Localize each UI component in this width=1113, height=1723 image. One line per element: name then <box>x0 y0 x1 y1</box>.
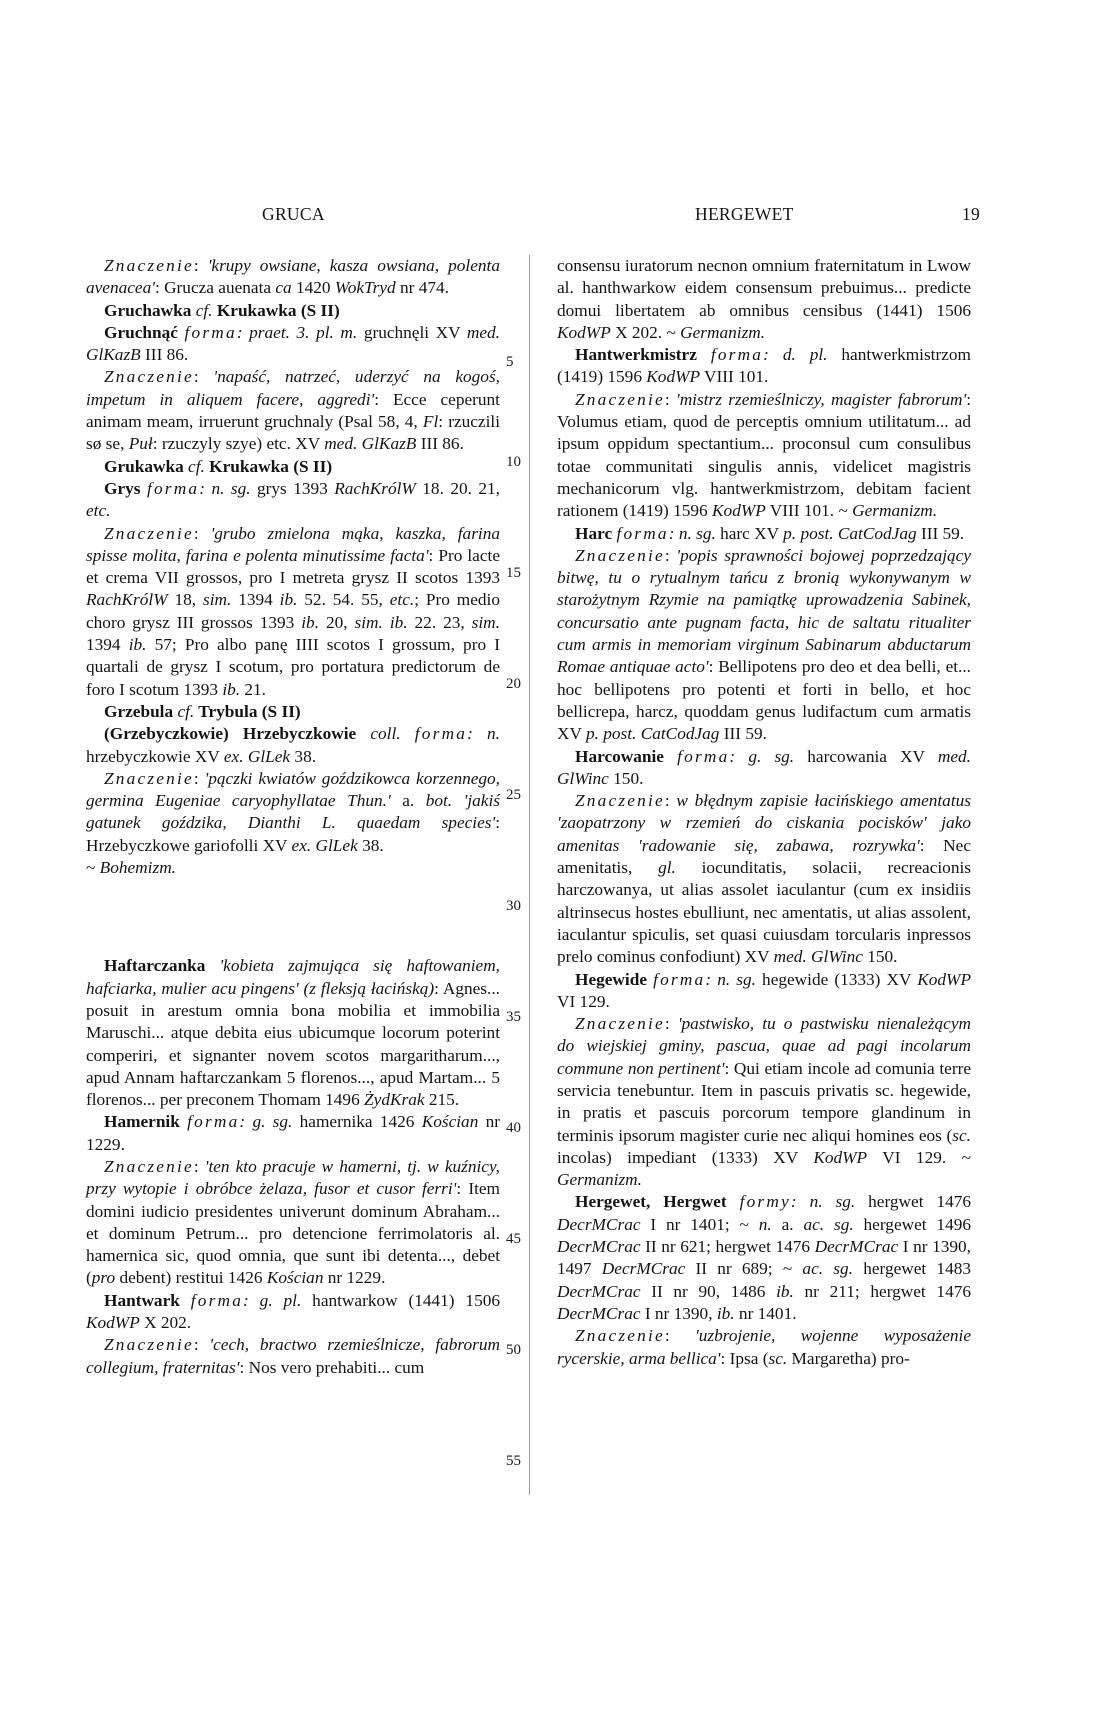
left-column <box>86 255 500 1379</box>
line-number: 50 <box>506 1342 521 1358</box>
line-number: 40 <box>506 1120 521 1136</box>
line-number: 25 <box>506 787 521 803</box>
meaning-paragraph: Znaczenie: 'krupy owsiane, kasza owsiana, polenta avenacea': Grucza auenata ca 1420 WokTryd nr 474. <box>86 256 500 298</box>
entry-harc: Harc forma: n. sg. harc XV p. post. CatCodJag III 59. <box>575 523 965 543</box>
entry-hrzebyczkowie: (Grzebyczkowie) Hrzebyczkowie coll. forma: n. hrzebyczkowie XV ex. GlLek 38. <box>86 724 500 766</box>
line-number: 5 <box>506 354 514 370</box>
running-head-left: GRUCA <box>262 204 325 224</box>
meaning-paragraph: Znaczenie: 'uzbrojenie, wojenne wyposażenie rycerskie, arma bellica': Ipsa (sc. Margaretha) pro- <box>557 1326 971 1368</box>
entry-hegewide: Hegewide forma: n. sg. hegewide (1333) XV KodWP VI 129. <box>557 969 972 1011</box>
entry-harcowanie: Harcowanie forma: g. sg. harcowania XV med. GlWinc 150. <box>557 746 972 788</box>
running-head-center: HERGEWET <box>695 204 794 224</box>
line-number: 30 <box>506 898 521 914</box>
entry-hergewet: Hergewet, Hergwet formy: n. sg. hergwet 1476 DecrMCrac I nr 1401; ~ n. a. ac. sg. hergewet 1496 DecrMCrac II nr 621; hergwet 1476 DecrMCrac I nr 1390, 1497 DecrMCrac II nr 689; ~ ac. sg. hergewet 1483 DecrMCrac II nr 90, 1486 ib. nr 211; hergwet 1476 DecrMCrac I nr 1390, ib. nr 1401. <box>557 1192 972 1323</box>
tilde-symbol: ~ <box>666 322 676 342</box>
right-column <box>557 255 971 1370</box>
entry-hantwerkmistrz: Hantwerkmistrz forma: d. pl. hantwerkmistrzom (1419) 1596 KodWP VIII 101. <box>557 345 971 387</box>
line-number: 35 <box>506 1009 521 1025</box>
bohemizm-note: ~ Bohemizm. <box>86 858 176 878</box>
column-divider <box>529 255 530 1495</box>
entry-gruchawka: Gruchawka cf. Krukawka (S II) <box>104 300 340 320</box>
line-number: 15 <box>506 565 521 581</box>
tilde-symbol: ~ <box>838 501 848 521</box>
meaning-paragraph: Znaczenie: 'ten kto pracuje w hamerni, tj. w kuźnicy, przy wytopie i obróbce żelaza, fusor et cusor ferri': Item domini iudicio presidentes univerunt dominum Abraham... et dominum Petrum... pro detencione ferrimolatoris al. hamernica sic, quod omnia, que sunt ibi detenta..., debet (pro debent) restitui 1426 Kościan nr 1229. <box>86 1156 501 1288</box>
tilde-symbol: ~ <box>961 1147 971 1167</box>
meaning-paragraph: Znaczenie: 'pączki kwiatów goździkowca korzennego, germina Eugeniae caryophyllatae Thun.' a. bot. 'jakiś gatunek goździka, Dianthi L. quaedam species': Hrzebyczkowe gariofolli XV ex. GlLek 38. <box>86 768 501 855</box>
meaning-paragraph: Znaczenie: 'napaść, natrzeć, uderzyć na kogoś, impetum in aliquem facere, aggredi': Ecce ceperunt animam meam, irruerunt gruchnaly (Psal 58, 4, Fl: rzuczili sø se, Puł: rzuczyly szye) etc. XV med. GlKazB III 86. <box>86 367 501 454</box>
meaning-paragraph: Znaczenie: 'mistrz rzemieślniczy, magister fabrorum': Volumus etiam, quod de perceptis omnium utilitatum... ad ipsum oppidum spectantium... proconsul cum consulibus totae communitati singulis annis, videlicet magistris mechanicorum vlg. hantwerkmistrzom, debitam facient rationem (1419) 1596 KodWP VIII 101. ~ Germanizm. <box>557 389 971 521</box>
line-number: 10 <box>506 454 521 470</box>
entry-gruchnac: Gruchnąć forma: praet. 3. pl. m. gruchnęli XV med. GlKazB III 86. <box>86 322 501 365</box>
entry-grukawka: Grukawka cf. Krukawka (S II) <box>104 456 333 476</box>
meaning-paragraph: Znaczenie: 'grubo zmielona mąka, kaszka, farina spisse molita, farina e polenta minutissime facta': Pro lacte et crema VII grossos, pro I metreta grysz II scotos 1393 RachKrólW 18, sim. 1394 ib. 52. 54. 55, etc.; Pro medio choro grysz III grossos 1393 ib. 20, sim. ib. 22. 23, sim. 1394 ib. 57; Pro albo panę IIII scotos I grossum, pro I quartali de grysz I scotum, pro portatura predictorum de foro I scotum 1393 ib. 21. <box>86 523 501 699</box>
line-number: 55 <box>506 1453 521 1469</box>
tilde-symbol: ~ <box>86 858 96 878</box>
section-gap <box>86 879 500 955</box>
continuation-paragraph: consensu iuratorum necnon omnium fraternitatum in Lwow al. hanthwarkow eidem consensum prebuimus... predicte domui libertatem ab omnibus censibus (1441) 1506 KodWP X 202. ~ Germanizm. <box>557 256 971 342</box>
tilde-symbol: ~ <box>782 1259 793 1279</box>
entry-grzebula: Grzebula cf. Trybula (S II) <box>104 701 301 721</box>
meaning-paragraph: Znaczenie: 'pastwisko, tu o pastwisku nienależącym do wiejskiej gminy, pascua, quae ad pagi incolarum commune non pertinent': Qui etiam incole ad comunia terre servicia tenebuntur. Item in pascuis privatis sc. hegewide, in pratis et pascuis porcorum tempore glandinum in terminis ipsorum magister curie nec aliqui homines eos (sc. incolas) impediant (1333) XV KodWP VI 129. ~ Germanizm. <box>557 1014 971 1190</box>
meaning-paragraph: Znaczenie: 'popis sprawności bojowej poprzedzający bitwę, tu o rytualnym tańcu z bronią wykonywanym w starożytnym Rzymie na pamiątkę uprowadzenia Sabinek, concursatio ante pugnam facta, hic de saltatu ritualiter cum armis in memoriam virginum Sabinarum abductarum Romae antiquae acto': Bellipotens pro deo et dea belli, et... hoc bellipotens pro potenti et forti in bello, et hoc bellicrepa, harcz, quoddam genus ludifactum cum armatis XV p. post. CatCodJag III 59. <box>557 545 972 744</box>
entry-grys: Grys forma: n. sg. grys 1393 RachKrólW 18. 20. 21, etc. <box>86 478 501 521</box>
entry-hamernik: Hamernik forma: g. sg. hamernika 1426 Kościan nr 1229. <box>86 1112 501 1154</box>
entry-haftarczanka: Haftarczanka 'kobieta zajmująca się haftowaniem, hafciarka, mulier acu pingens' (z fleksją łacińską): Agnes... posuit in arestum omnia bona mobilia et immobilia Maruschi... atque debita eius ubicumque locorum poterint comperiri, et signanter novem scotos margaritharum..., apud Annam haftarczankam 5 florenos..., apud Martam... 5 florenos... per preconem Thomam 1496 ŻydKrak 215. <box>86 956 500 1110</box>
page-number: 19 <box>962 204 981 224</box>
line-number: 45 <box>506 1231 521 1247</box>
line-number: 20 <box>506 676 521 692</box>
meaning-paragraph: Znaczenie: w błędnym zapisie łacińskiego amentatus 'zaopatrzony w rzemień do ciskania pocisków' jako amenitas 'radowanie się, zabawa, rozrywka': Nec amenitatis, gl. iocunditatis, solacii, recreacionis harczowanya, ut alias assolet iaculantur (cum ex insidiis altrinsecus hostes ebulliunt, nec amentatis, ut alias assolent, iaculantur spiculis, set quasi cuiusdam torcularis inpressos prelo cominus confodiunt) XV med. GlWinc 150. <box>557 791 971 967</box>
entry-hantwark: Hantwark forma: g. pl. hantwarkow (1441) 1506 KodWP X 202. <box>86 1290 500 1333</box>
tilde-symbol: ~ <box>739 1214 749 1234</box>
meaning-paragraph: Znaczenie: 'cech, bractwo rzemieślnicze, fabrorum collegium, fraternitas': Nos vero prehabiti... cum <box>86 1335 501 1377</box>
